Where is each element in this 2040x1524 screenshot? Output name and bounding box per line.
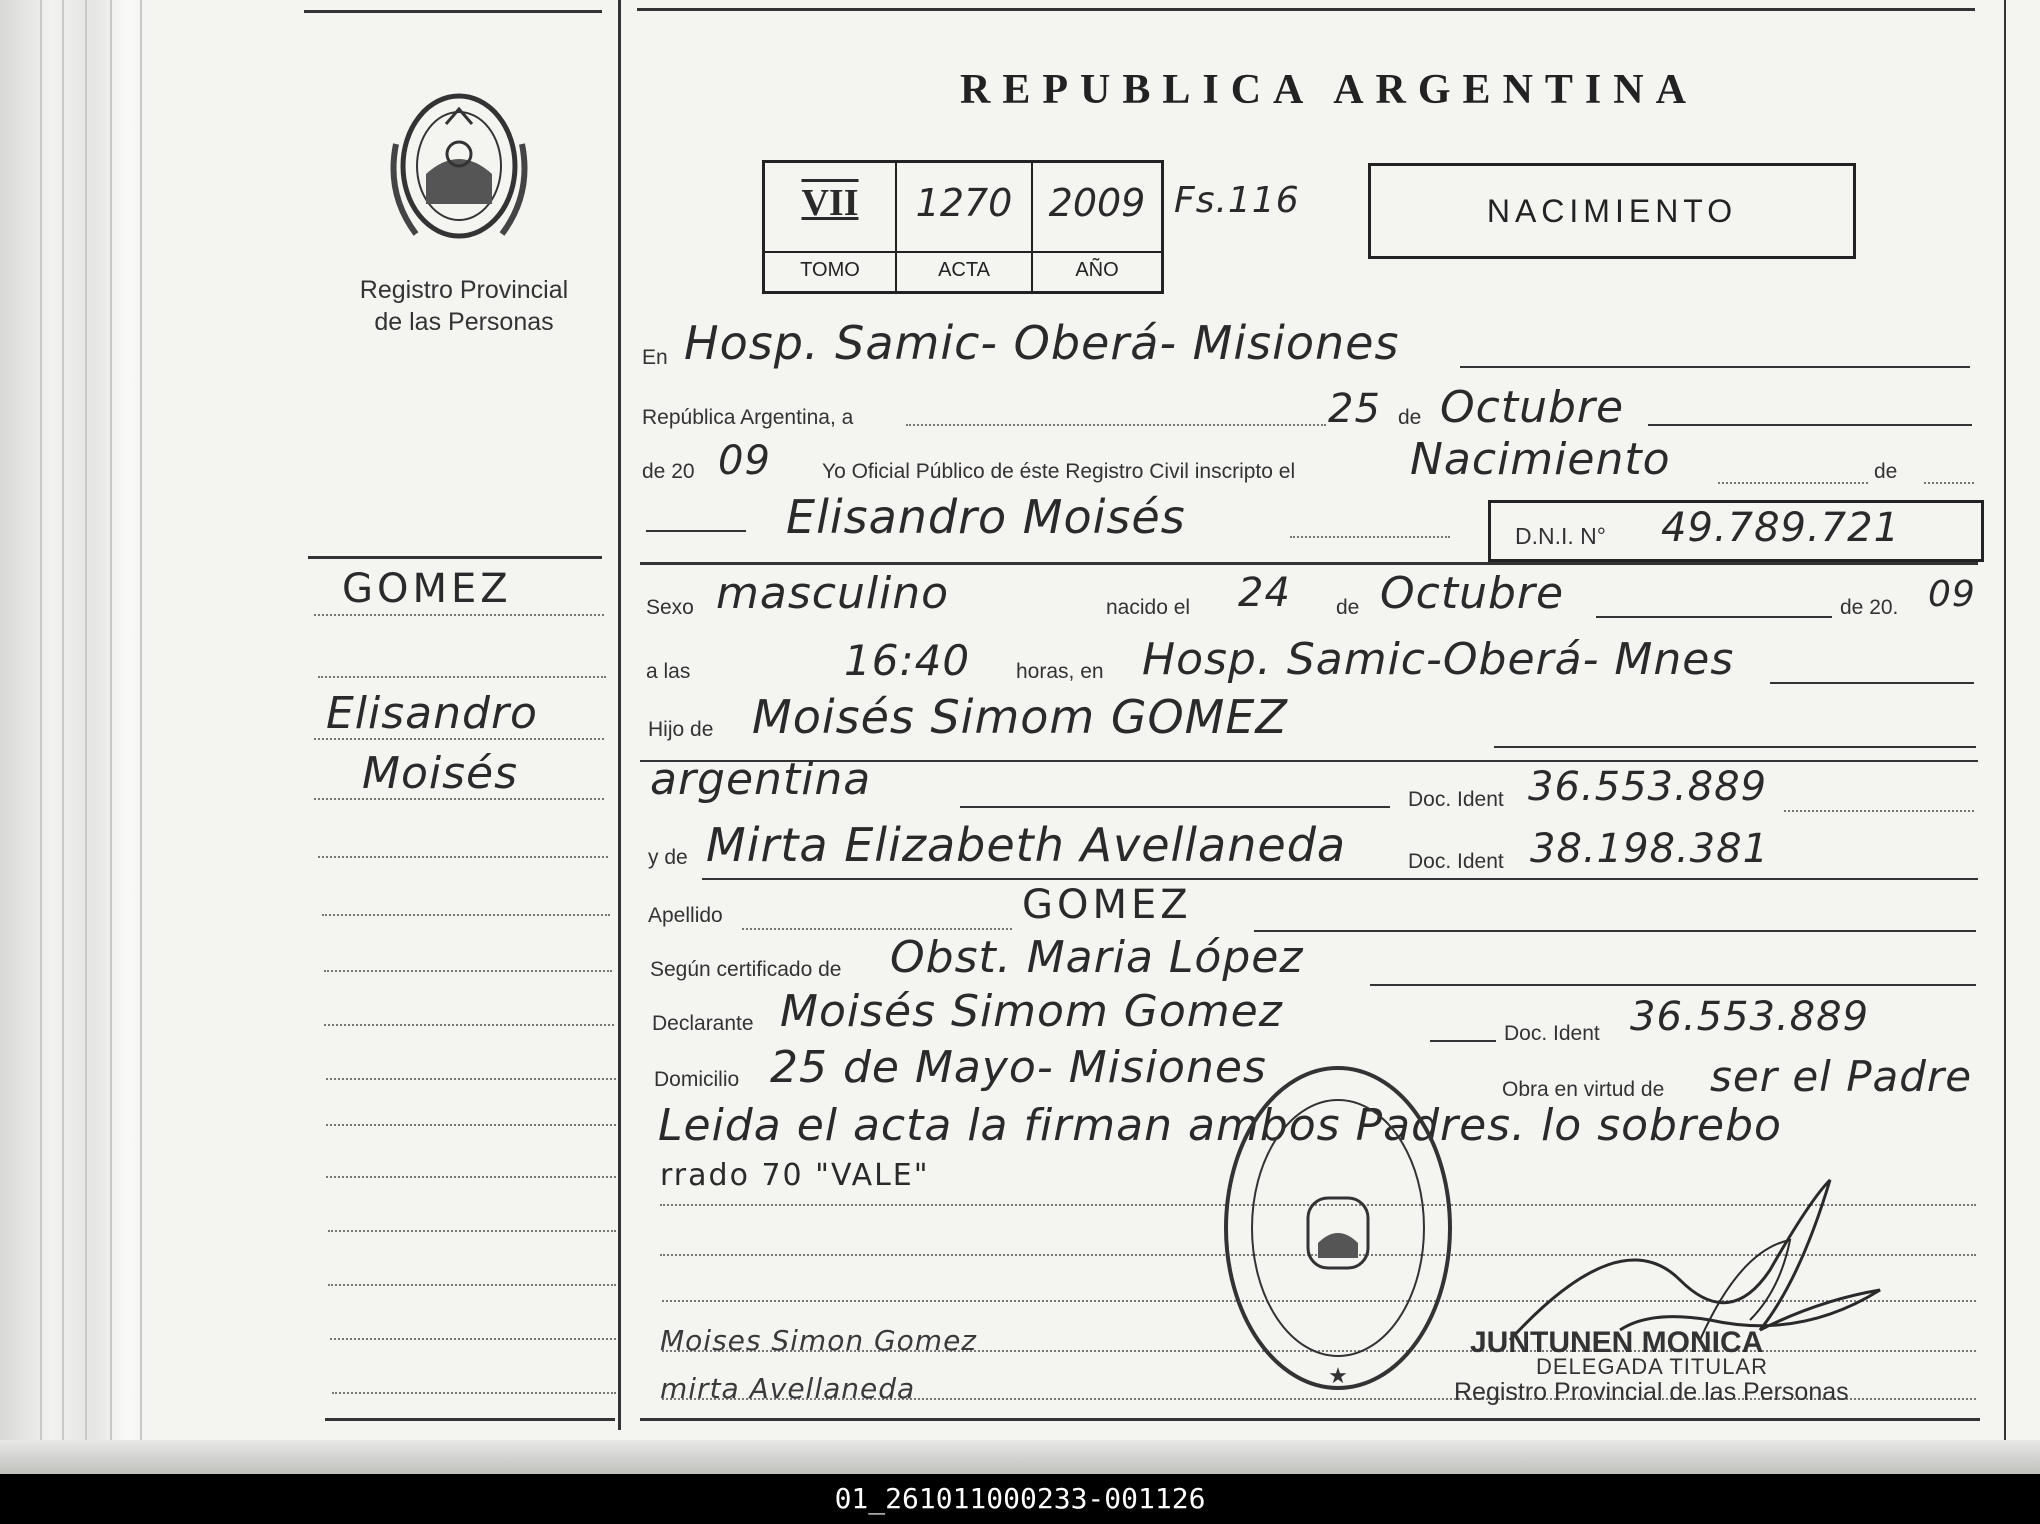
margin-line xyxy=(326,1176,616,1178)
country-title: REPUBLICA ARGENTINA xyxy=(960,67,1698,113)
dni-box xyxy=(1488,500,1984,562)
main-top-rule xyxy=(637,8,1975,11)
value-madre: Mirta Elizabeth Avellaneda xyxy=(706,818,1347,872)
book-page-stack xyxy=(0,0,170,1470)
margin-section-rule xyxy=(308,556,602,559)
official-stamp-icon xyxy=(1218,1058,1458,1398)
value-doc-madre: 38.198.381 xyxy=(1530,826,1770,872)
label-y-de: y de xyxy=(648,846,688,869)
margin-line xyxy=(322,914,610,916)
margin-top-rule xyxy=(304,10,602,13)
field-line xyxy=(1784,810,1974,812)
right-border xyxy=(2004,0,2006,1440)
label-de-2: de xyxy=(1874,460,1898,483)
tomo-value: VII xyxy=(801,182,859,224)
image-caption: 01_261011000233-001126 xyxy=(0,1474,2040,1524)
field-line xyxy=(960,806,1390,808)
value-ano-nac: 09 xyxy=(1928,574,1976,615)
margin-line xyxy=(330,1338,616,1340)
label-apellido: Apellido xyxy=(648,904,723,927)
margin-line xyxy=(328,1230,616,1232)
label-en: En xyxy=(642,346,668,369)
value-certificado: Obst. Maria López xyxy=(890,932,1304,983)
page-edge xyxy=(40,0,42,1470)
value-inscripto: Nacimiento xyxy=(1410,434,1671,485)
field-line xyxy=(906,424,1326,426)
label-hijo-de: Hijo de xyxy=(648,718,714,741)
signature-father: Moises Simon Gomez xyxy=(660,1324,978,1357)
registry-label-line2: de las Personas xyxy=(374,308,554,336)
label-horas-en: horas, en xyxy=(1016,660,1104,683)
tomo-label: TOMO xyxy=(800,259,860,281)
ano-label: AÑO xyxy=(1075,259,1119,281)
page-edge xyxy=(85,0,87,1470)
field-line xyxy=(1770,682,1974,684)
ano-value: 2009 xyxy=(1048,181,1146,225)
value-nacionalidad: argentina xyxy=(650,754,872,805)
field-line xyxy=(1430,1040,1496,1042)
signature-mother: mirta Avellaneda xyxy=(660,1372,916,1405)
page-bottom-edge xyxy=(0,1440,2040,1475)
record-type-box: NACIMIENTO xyxy=(1368,163,1856,259)
svg-text:★: ★ xyxy=(1328,1363,1348,1388)
folio-number: Fs.116 xyxy=(1174,180,1300,221)
main-section-rule xyxy=(640,562,1978,565)
margin-given-name-1: Elisandro xyxy=(326,688,538,739)
label-nacido: nacido el xyxy=(1106,596,1191,619)
margin-line xyxy=(314,614,604,616)
value-hora: 16:40 xyxy=(844,636,971,685)
page-edge xyxy=(140,0,142,1470)
official-office: Registro Provincial de las Personas xyxy=(1454,1378,1849,1406)
margin-line xyxy=(314,738,604,740)
label-a-las: a las xyxy=(646,660,691,683)
field-line xyxy=(1596,616,1832,618)
label-dni: D.N.I. N° xyxy=(1515,523,1606,549)
label-sexo: Sexo xyxy=(646,596,694,619)
label-de: de xyxy=(1398,406,1422,429)
label-declarante: Declarante xyxy=(652,1012,754,1035)
value-padre: Moisés Simom GOMEZ xyxy=(752,690,1288,744)
provincial-seal-icon xyxy=(386,84,532,244)
label-obra: Obra en virtud de xyxy=(1502,1078,1665,1101)
page-edge xyxy=(62,0,64,1470)
field-line xyxy=(742,928,1012,930)
label-doc-ident-madre: Doc. Ident xyxy=(1408,850,1504,873)
margin-line xyxy=(326,1078,616,1080)
value-mes-registro: Octubre xyxy=(1440,382,1625,433)
value-domicilio: 25 de Mayo- Misiones xyxy=(770,1042,1267,1093)
value-sexo: masculino xyxy=(716,568,950,619)
label-domicilio: Domicilio xyxy=(654,1068,740,1091)
margin-line xyxy=(328,1284,616,1286)
registry-label-line1: Registro Provincial xyxy=(359,276,569,304)
value-lugar: Hosp. Samic- Oberá- Misiones xyxy=(684,316,1400,370)
field-line xyxy=(1648,424,1972,426)
margin-line xyxy=(326,1124,616,1126)
column-divider xyxy=(618,0,621,1430)
field-line xyxy=(646,530,746,532)
acta-value: 1270 xyxy=(915,181,1013,225)
field-line xyxy=(1370,984,1976,986)
margin-line xyxy=(324,1024,614,1026)
note-line-1: Leida el acta la firman ambos Padres. lo sobrebo xyxy=(658,1100,1782,1151)
field-line xyxy=(1290,536,1450,538)
margin-line xyxy=(318,676,606,678)
field-line xyxy=(1718,482,1868,484)
label-de-20-nac: de 20. xyxy=(1840,596,1899,619)
value-obra: ser el Padre xyxy=(1710,1052,1973,1101)
value-ano-registro: 09 xyxy=(718,438,771,484)
field-line xyxy=(1254,930,1976,932)
field-line xyxy=(702,878,1978,880)
margin-line xyxy=(318,856,608,858)
value-doc-declarante: 36.553.889 xyxy=(1630,994,1870,1040)
table-divider xyxy=(765,251,1161,253)
value-nombre: Elisandro Moisés xyxy=(786,490,1186,544)
value-declarante: Moisés Simom Gomez xyxy=(780,986,1283,1037)
book-reference-table xyxy=(762,160,1164,294)
official-name: JUNTUNEN MONICA xyxy=(1470,1326,1764,1359)
main-bottom-rule xyxy=(640,1418,1980,1421)
margin-line xyxy=(324,970,612,972)
field-line xyxy=(1494,746,1976,748)
field-line xyxy=(1924,482,1974,484)
label-de-20: de 20 xyxy=(642,460,695,483)
label-republica: República Argentina, a xyxy=(642,406,854,429)
margin-bottom-rule xyxy=(325,1418,615,1421)
label-yo-oficial: Yo Oficial Público de éste Registro Civil inscripto el xyxy=(822,460,1296,483)
note-line-2: rrado 70 "VALE" xyxy=(660,1158,930,1193)
label-doc-ident-declarante: Doc. Ident xyxy=(1504,1022,1600,1045)
field-line xyxy=(1460,366,1970,368)
margin-surname: GOMEZ xyxy=(342,566,512,612)
margin-given-name-2: Moisés xyxy=(362,748,519,799)
value-dni: 49.789.721 xyxy=(1661,505,1901,551)
value-apellido: GOMEZ xyxy=(1022,882,1192,928)
registry-label xyxy=(330,274,598,338)
value-dia-nac: 24 xyxy=(1238,570,1291,616)
margin-line xyxy=(314,798,604,800)
value-mes-nac: Octubre xyxy=(1380,568,1565,619)
value-lugar-nac: Hosp. Samic-Oberá- Mnes xyxy=(1142,634,1735,685)
page-edge xyxy=(110,0,112,1470)
value-doc-padre: 36.553.889 xyxy=(1528,764,1768,810)
margin-line xyxy=(332,1392,616,1394)
acta-label: ACTA xyxy=(938,259,990,281)
official-title: DELEGADA TITULAR xyxy=(1536,1354,1768,1379)
value-dia-registro: 25 xyxy=(1328,386,1381,432)
label-doc-ident-padre: Doc. Ident xyxy=(1408,788,1504,811)
label-de-3: de xyxy=(1336,596,1360,619)
label-segun: Según certificado de xyxy=(650,958,842,981)
